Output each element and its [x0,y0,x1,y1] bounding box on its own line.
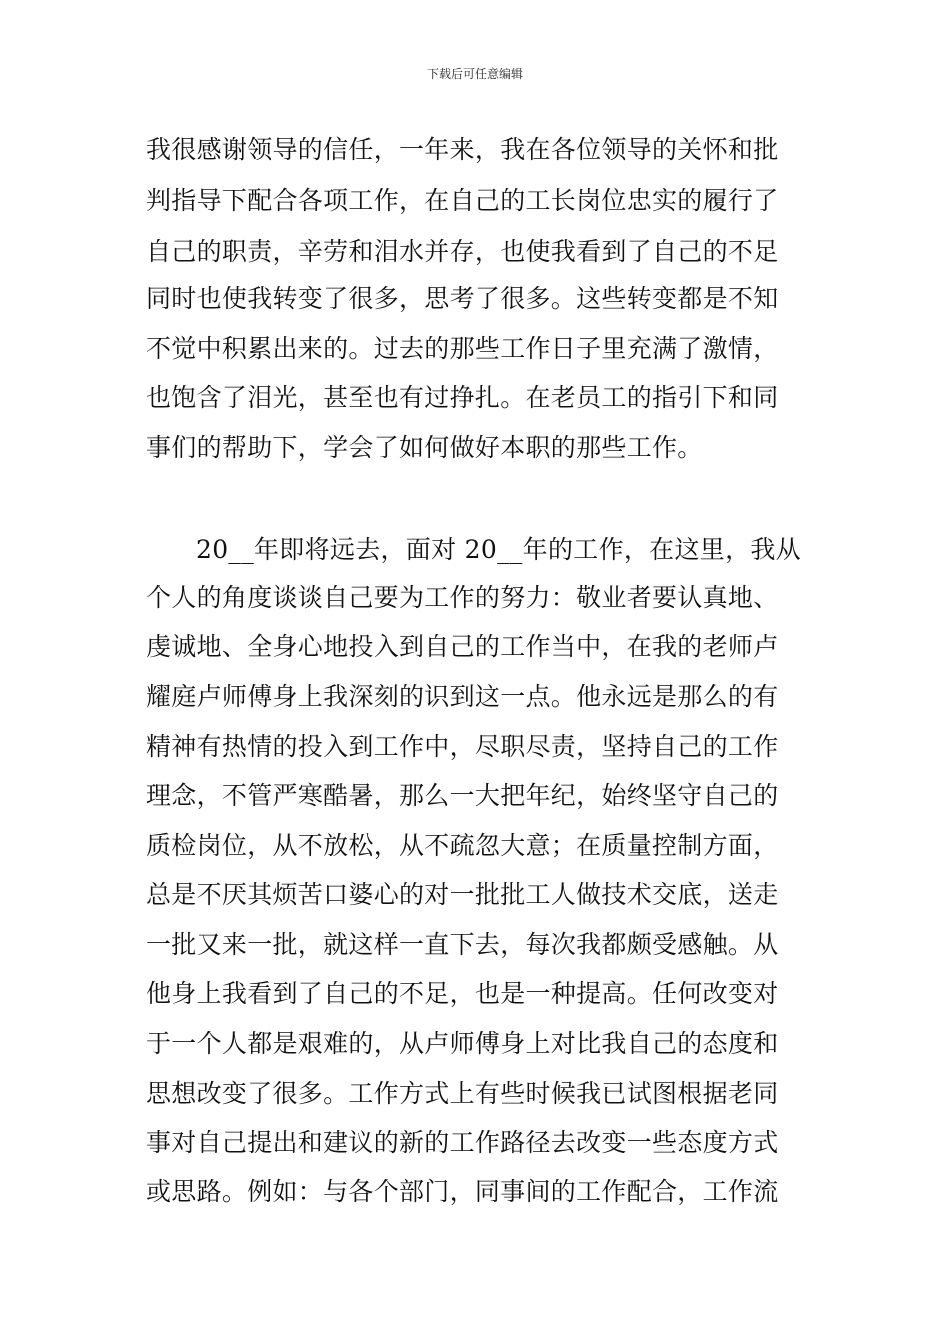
paragraph-line: 个人的角度谈谈自己要为工作的努力：敬业者要认真地、 [146,583,779,612]
paragraph-line: 耀庭卢师傅身上我深刻的识到这一点。他永远是那么的有 [146,682,779,711]
paragraph-line: 虔诚地、全身心地投入到自己的工作当中，在我的老师卢 [146,632,779,661]
paragraph-line: 同时也使我转变了很多，思考了很多。这些转变都是不知 [146,284,779,313]
paragraph-line: 质检岗位，从不放松，从不疏忽大意；在质量控制方面， [146,831,779,860]
paragraph-line: 事们的帮助下，学会了如何做好本职的那些工作。 [146,433,703,462]
paragraph-line: 或思路。例如：与各个部门，同事间的工作配合，工作流 [146,1177,779,1206]
paragraph-line: 于一个人都是艰难的，从卢师傅身上对比我自己的态度和 [146,1029,779,1058]
paragraph-line: 他身上我看到了自己的不足，也是一种提高。任何改变对 [146,979,779,1008]
paragraph-line: 事对自己提出和建议的新的工作路径去改变一些态度方式 [146,1128,779,1157]
paragraph-line: 20__年即将远去，面对 20__年的工作，在这里，我从 [196,535,801,564]
paragraph-line: 我很感谢领导的信任，一年来，我在各位领导的关怀和批 [146,135,779,164]
paragraph-line: 理念，不管严寒酷暑，那么一大把年纪，始终坚守自己的 [146,781,779,810]
paragraph-line: 也饱含了泪光，甚至也有过挣扎。在老员工的指引下和同 [146,383,779,412]
paragraph-line: 思想改变了很多。工作方式上有些时候我已试图根据老同 [146,1079,779,1108]
paragraph-line: 自己的职责，辛劳和泪水并存，也使我看到了自己的不足 [146,237,779,266]
page-header: 下载后可任意编辑 [426,67,523,81]
paragraph-line: 不觉中积累出来的。过去的那些工作日子里充满了激情， [146,334,779,363]
paragraph-line: 判指导下配合各项工作，在自己的工长岗位忠实的履行了 [146,186,779,215]
paragraph-line: 精神有热情的投入到工作中，尽职尽责，坚持自己的工作 [146,732,779,761]
paragraph-line: 一批又来一批，就这样一直下去，每次我都颇受感触。从 [146,930,779,959]
paragraph-line: 总是不厌其烦苦口婆心的对一批批工人做技术交底，送走 [146,880,779,909]
